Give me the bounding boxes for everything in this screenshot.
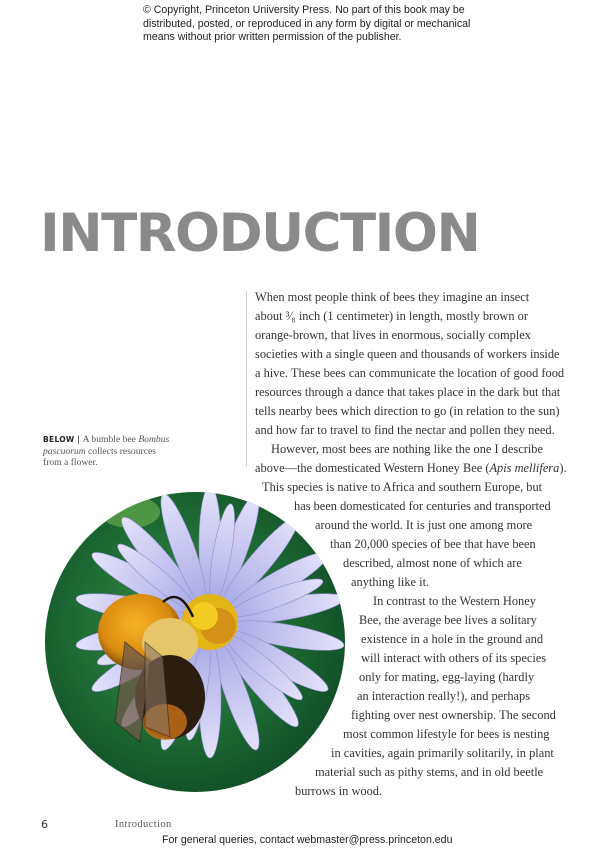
body-line: than 20,000 species of bee that have been (330, 537, 536, 551)
caption-text: A bumble bee (82, 434, 139, 445)
body-line: existence in a hole in the ground and (361, 632, 544, 646)
body-line: anything like it. (351, 575, 430, 589)
body-line: and how far to travel to find the nectar and pollen they need. (255, 423, 555, 437)
body-line: material such as pithy stems, and in old beetle (315, 765, 544, 779)
body-line: described, almost none of which are (343, 556, 522, 570)
body-line: fighting over nest ownership. The second (351, 708, 556, 722)
body-line: societies with a single queen and thousands of workers inside (255, 347, 560, 361)
footer-contact-note: For general queries, contact webmaster@press.princeton.edu (162, 834, 453, 846)
copyright-line: means without prior written permission of the publisher. (143, 31, 402, 43)
body-line: an interaction really!), and perhaps (357, 689, 531, 703)
body-line: most common lifestyle for bees is nesting (343, 727, 550, 741)
body-line: orange-brown, that lives in enormous, socially complex (255, 328, 531, 342)
page-number: 6 (41, 818, 48, 831)
body-line: in cavities, again primarily solitarily, in plant (331, 746, 554, 760)
body-line: tells nearby bees which direction to go (in relation to the sun) (255, 404, 560, 418)
paragraph-rule (246, 291, 247, 467)
bumble-bee-photo (45, 492, 345, 792)
flower-bee-illustration (45, 492, 345, 792)
caption-label: BELOW (43, 435, 75, 444)
body-line: around the world. It is just one among more (315, 518, 533, 532)
copyright-line: distributed, posted, or reproduced in any form by digital or mechanical (143, 17, 471, 30)
body-line: only for mating, egg-laying (hardly (359, 670, 535, 684)
copyright-line: © Copyright, Princeton University Press. No part of this book may be (143, 4, 465, 16)
body-line: a hive. These bees can communicate the location of good food (255, 366, 565, 380)
body-line: However, most bees are nothing like the one I describe (271, 442, 544, 456)
body-line: above—the domesticated Western Honey Bee (Apis mellifera). (255, 461, 567, 475)
running-head: Introduction (115, 819, 172, 830)
body-line: In contrast to the Western Honey (373, 594, 536, 608)
body-line: resources through a dance that takes place in the dark but that (255, 385, 561, 399)
caption-separator: | (77, 434, 80, 445)
caption-text-end: collects resources from a flower. (43, 445, 156, 468)
body-line: burrows in wood. (295, 784, 383, 798)
chapter-title: INTRODUCTION (40, 203, 480, 264)
body-line: has been domesticated for centuries and transported (294, 499, 551, 513)
body-line: will interact with others of its species (361, 651, 547, 665)
copyright-notice (143, 4, 473, 45)
caption-species: Bombus pascuorum (43, 434, 170, 457)
body-line: about ³⁄₈ inch (1 centimeter) in length, mostly brown or (255, 309, 528, 323)
photo-caption (43, 434, 173, 469)
body-line: This species is native to Africa and southern Europe, but (262, 480, 543, 494)
body-line: When most people think of bees they imagine an insect (255, 290, 530, 304)
body-line: Bee, the average bee lives a solitary (359, 613, 537, 627)
